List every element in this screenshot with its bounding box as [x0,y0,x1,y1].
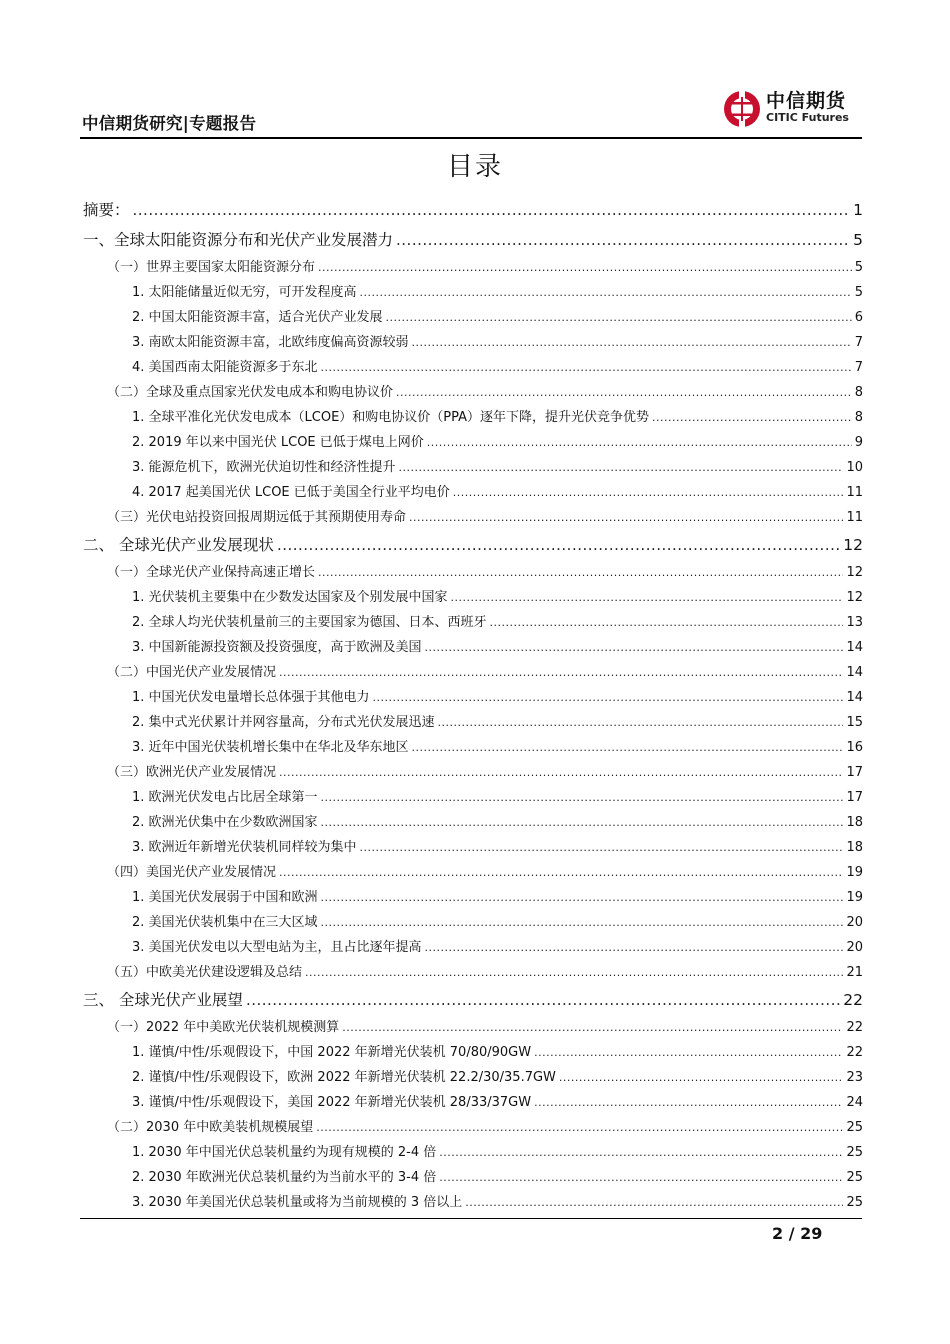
toc-leader-dots [321,885,844,910]
toc-leader-dots [246,985,840,1015]
toc-entry[interactable] [83,1090,863,1115]
toc-entry-page: 16 [846,740,863,755]
toc-leader-dots [559,1065,844,1090]
toc-entry-title: 1. 太阳能储量近似无穷，可开发程度高 [132,285,357,300]
toc-entry-title: 2. 全球人均光伏装机量前三的主要国家为德国、日本、西班牙 [132,615,487,630]
toc-entry[interactable] [83,1065,863,1090]
toc-leader-dots [342,1015,843,1040]
toc-entry-page: 19 [846,865,863,880]
toc-entry-title: 摘要： [83,201,130,219]
toc-entry-page: 18 [846,815,863,830]
toc-entry-page: 22 [846,1045,863,1060]
toc-entry-title: 3. 美国光伏发电以大型电站为主，且占比逐年提高 [132,940,422,955]
toc-leader-dots [305,960,843,985]
toc-entry[interactable] [83,860,863,885]
toc-entry-title: 3. 谨慎/中性/乐观假设下，美国 2022 年新增光伏装机 28/33/37GW [132,1095,532,1110]
toc-entry-title: 2. 谨慎/中性/乐观假设下，欧洲 2022 年新增光伏装机 22.2/30/35.7GW [132,1070,556,1085]
toc-entry-page: 17 [846,765,863,780]
toc-leader-dots [396,380,852,405]
toc-leader-dots [360,280,852,305]
toc-entry-title: 2. 中国太阳能资源丰富，适合光伏产业发展 [132,310,383,325]
logo-text-cn: 中信期货 [766,90,847,112]
toc-entry[interactable] [83,380,863,405]
toc-entry-title: 1. 谨慎/中性/乐观假设下，中国 2022 年新增光伏装机 70/80/90GW [132,1045,532,1060]
toc-entry-title: 一、全球太阳能资源分布和光伏产业发展潜力 [83,231,394,249]
toc-entry-page: 5 [854,260,863,275]
logo-text-en: CITIC Futures [766,111,849,124]
toc-entry-title: 4. 美国西南太阳能资源多于东北 [132,360,318,375]
toc-entry-title: 1. 光伏装机主要集中在少数发达国家及个别发展中国家 [132,590,448,605]
toc-entry[interactable] [83,280,863,305]
toc-entry[interactable] [83,685,863,710]
doc-title: 目录 [446,152,503,182]
toc-entry-title: 3. 南欧太阳能资源丰富，北欧纬度偏高资源较弱 [132,335,409,350]
toc-entry-title: 1. 全球平准化光伏发电成本（LCOE）和购电协议价（PPA）逐年下降，提升光伏竞争优势 [132,410,650,425]
toc-entry[interactable] [83,530,863,560]
toc-entry[interactable] [83,1190,863,1215]
toc-entry-page: 8 [854,385,863,400]
toc-entry[interactable] [83,910,863,935]
toc-entry-page: 25 [846,1170,863,1185]
toc-entry-title: （二）全球及重点国家光伏发电成本和购电协议价 [107,385,394,400]
toc-entry-title: 1. 欧洲光伏发电占比居全球第一 [132,790,318,805]
toc-leader-dots [652,405,852,430]
toc-entry-page: 22 [843,991,863,1009]
toc-entry-page: 14 [846,640,863,655]
toc-leader-dots [438,710,844,735]
toc-leader-dots [321,810,844,835]
footer-divider [80,1218,862,1219]
toc-leader-dots [373,685,844,710]
toc-entry[interactable] [83,255,863,280]
toc-entry[interactable] [83,835,863,860]
table-of-contents [83,195,863,1215]
toc-entry-title: （四）美国光伏产业发展情况 [107,865,277,880]
toc-leader-dots [321,355,852,380]
toc-entry-title: 3. 2030 年美国光伏总装机量或将为当前规模的 3 倍以上 [132,1195,463,1210]
toc-entry-title: （三）欧洲光伏产业发展情况 [107,765,277,780]
toc-entry-title: 1. 中国光伏发电量增长总体强于其他电力 [132,690,370,705]
toc-entry-page: 19 [846,890,863,905]
toc-entry-page: 25 [846,1145,863,1160]
toc-entry-title: （一）世界主要国家太阳能资源分布 [107,260,316,275]
toc-leader-dots [425,635,844,660]
toc-entry[interactable] [83,1115,863,1140]
toc-entry-page: 20 [846,915,863,930]
toc-entry-page: 24 [846,1095,863,1110]
toc-entry-title: 1. 美国光伏发展弱于中国和欧洲 [132,890,318,905]
toc-entry-page: 11 [846,510,863,525]
toc-leader-dots [453,480,844,505]
toc-entry[interactable] [83,1040,863,1065]
toc-entry-title: （五）中欧美光伏建设逻辑及总结 [107,965,303,980]
toc-entry[interactable] [83,935,863,960]
toc-entry-page: 11 [846,485,863,500]
toc-entry-page: 1 [853,201,863,219]
toc-entry[interactable] [83,560,863,585]
toc-entry[interactable] [83,225,863,255]
toc-entry[interactable] [83,305,863,330]
toc-entry-title: 2. 美国光伏装机集中在三大区域 [132,915,318,930]
toc-entry-page: 12 [846,590,863,605]
toc-entry-title: 3. 能源危机下，欧洲光伏迫切性和经济性提升 [132,460,396,475]
toc-entry[interactable] [83,1015,863,1040]
page-number: 2 / 29 [772,1224,823,1243]
toc-leader-dots [439,1140,843,1165]
toc-entry-page: 9 [854,435,863,450]
toc-entry-page: 20 [846,940,863,955]
toc-entry-title: 3. 欧洲近年新增光伏装机同样较为集中 [132,840,357,855]
toc-entry-title: （二）2030 年中欧美装机规模展望 [107,1120,314,1135]
toc-leader-dots [490,610,844,635]
toc-entry-page: 12 [846,565,863,580]
toc-leader-dots [316,1115,843,1140]
toc-entry-page: 25 [846,1120,863,1135]
toc-entry[interactable] [83,330,863,355]
toc-leader-dots [321,785,844,810]
toc-leader-dots [279,660,843,685]
toc-leader-dots [439,1165,843,1190]
toc-entry-page: 6 [854,310,863,325]
toc-entry-page: 18 [846,840,863,855]
toc-entry-page: 23 [846,1070,863,1085]
toc-entry[interactable] [83,760,863,785]
toc-entry-page: 8 [854,410,863,425]
toc-entry-title: （三）光伏电站投资回报周期远低于其预期使用寿命 [107,510,407,525]
toc-entry[interactable] [83,610,863,635]
toc-entry[interactable] [83,885,863,910]
citic-logo-icon [722,89,762,129]
toc-entry[interactable] [83,195,863,225]
toc-entry-page: 14 [846,665,863,680]
toc-entry-title: 1. 2030 年中国光伏总装机量约为现有规模的 2-4 倍 [132,1145,437,1160]
toc-leader-dots [133,195,851,225]
toc-entry-title: 2. 欧洲光伏集中在少数欧洲国家 [132,815,318,830]
toc-leader-dots [277,530,840,560]
toc-entry[interactable] [83,455,863,480]
toc-entry-page: 7 [854,360,863,375]
toc-entry-page: 5 [853,231,863,249]
toc-entry[interactable] [83,735,863,760]
toc-entry[interactable] [83,505,863,530]
toc-entry-page: 25 [846,1195,863,1210]
toc-entry-title: 2. 2019 年以来中国光伏 LCOE 已低于煤电上网价 [132,435,424,450]
toc-entry-title: 2. 集中式光伏累计并网容量高，分布式光伏发展迅速 [132,715,435,730]
toc-entry-page: 5 [854,285,863,300]
toc-entry[interactable] [83,405,863,430]
toc-entry-title: （一）全球光伏产业保持高速正增长 [107,565,316,580]
toc-leader-dots [425,935,844,960]
toc-entry-page: 10 [846,460,863,475]
toc-entry-page: 15 [846,715,863,730]
toc-leader-dots [318,560,843,585]
toc-entry[interactable] [83,1165,863,1190]
toc-entry-page: 13 [846,615,863,630]
page-header [80,80,862,138]
toc-entry-title: 三、 全球光伏产业展望 [83,991,243,1009]
toc-entry[interactable] [83,480,863,505]
toc-leader-dots [427,430,852,455]
toc-leader-dots [360,835,844,860]
toc-leader-dots [451,585,844,610]
toc-leader-dots [412,735,844,760]
toc-entry[interactable] [83,660,863,685]
toc-leader-dots [412,330,852,355]
toc-entry-title: 3. 近年中国光伏装机增长集中在华北及华东地区 [132,740,409,755]
toc-entry[interactable] [83,355,863,380]
toc-entry[interactable] [83,710,863,735]
toc-entry-title: 4. 2017 起美国光伏 LCOE 已低于美国全行业平均电价 [132,485,450,500]
toc-leader-dots [534,1040,843,1065]
toc-entry[interactable] [83,585,863,610]
toc-entry-page: 21 [846,965,863,980]
toc-entry-page: 7 [854,335,863,350]
toc-leader-dots [534,1090,843,1115]
toc-entry-page: 17 [846,790,863,805]
toc-leader-dots [279,760,843,785]
toc-entry-title: 3. 中国新能源投资额及投资强度，高于欧洲及美国 [132,640,422,655]
toc-entry[interactable] [83,985,863,1015]
toc-leader-dots [409,505,843,530]
toc-entry[interactable] [83,810,863,835]
toc-entry-page: 14 [846,690,863,705]
toc-entry[interactable] [83,960,863,985]
toc-entry[interactable] [83,1140,863,1165]
toc-entry-page: 22 [846,1020,863,1035]
toc-entry-title: 二、 全球光伏产业发展现状 [83,536,274,554]
toc-entry-title: （一）2022 年中美欧光伏装机规模测算 [107,1020,340,1035]
toc-entry[interactable] [83,635,863,660]
citic-futures-logo [722,86,862,130]
toc-leader-dots [386,305,852,330]
toc-leader-dots [321,910,844,935]
toc-entry[interactable] [83,430,863,455]
toc-entry[interactable] [83,785,863,810]
toc-leader-dots [279,860,843,885]
toc-leader-dots [399,455,844,480]
toc-entry-page: 12 [843,536,863,554]
toc-leader-dots [318,255,852,280]
header-title: 中信期货研究|专题报告 [82,114,257,133]
toc-entry-title: （二）中国光伏产业发展情况 [107,665,277,680]
toc-leader-dots [465,1190,843,1215]
header-divider [80,137,862,139]
toc-entry-title: 2. 2030 年欧洲光伏总装机量约为当前水平的 3-4 倍 [132,1170,437,1185]
toc-leader-dots [396,225,850,255]
